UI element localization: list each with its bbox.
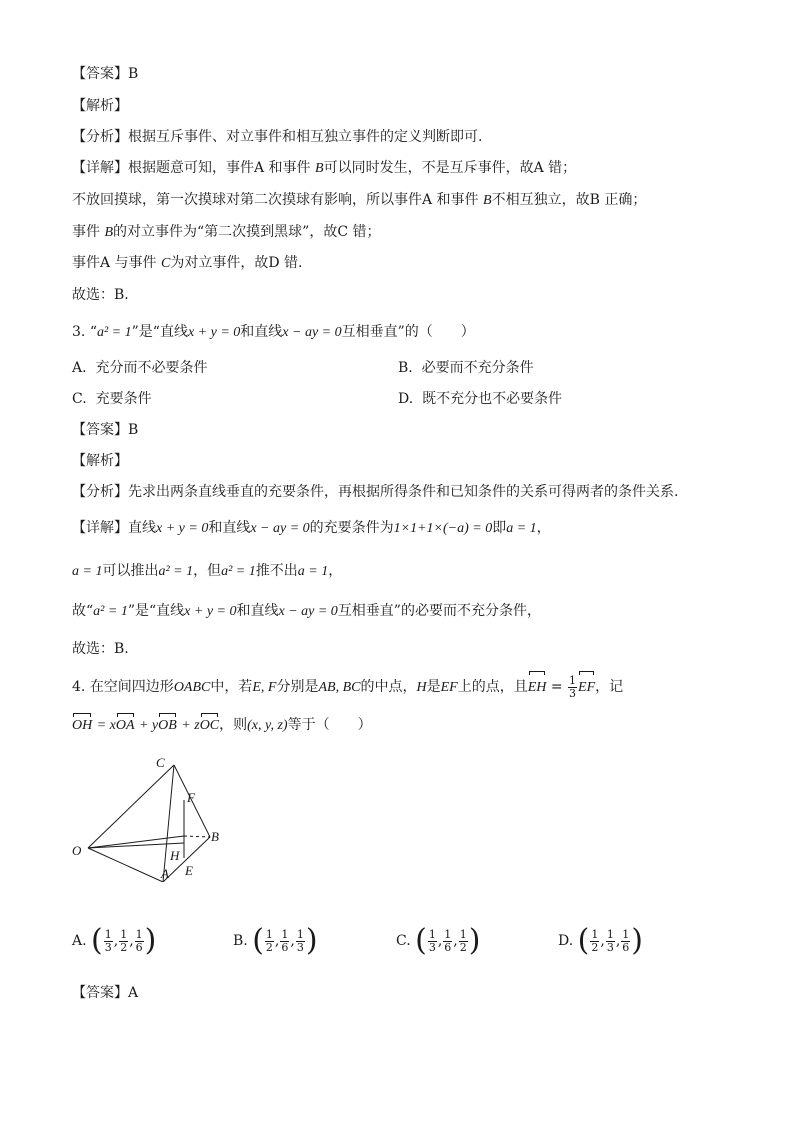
segment-oh2 [88,836,184,848]
text: 和直线 [208,520,251,536]
text: 互相垂直”的（ ） [341,324,475,340]
q2-fenxi [72,127,482,147]
q3-option-c[interactable] [72,389,152,409]
frac-num: 1 [104,927,112,941]
text: 故选：B. [72,641,129,657]
math: x + y = 0 [156,521,209,536]
frac-den: 3 [104,940,112,954]
answer-value: B [128,66,139,82]
text: ， [536,520,551,536]
label-c: C [156,755,165,770]
q4-option-c[interactable]: C. ( $\frac{1}{3}$ , $\frac{1}{6}$ , $\frac{1}{2}$ ) [396,923,481,958]
text: ， [328,563,343,579]
fenxi-tag: 【分析】 [72,129,128,145]
label-b: B [211,829,219,844]
q2-answer [72,64,138,84]
text: 和直线 [236,603,279,619]
option-text: 充要条件 [95,391,152,407]
answer-value: A [128,985,139,1001]
detail-tag: 【详解】 [72,520,128,536]
text: 为对立事件，故D 错. [170,255,303,271]
question-number: 3. [72,324,86,340]
q4-answer [72,983,138,1003]
q2-detail-4 [72,253,302,274]
frac-num: 1 [428,927,436,941]
text: 的对立事件为“第二次摸到黑球”，故C 错； [113,224,381,240]
math: + y [138,718,159,733]
text: 推不出 [255,563,298,579]
math: + z [181,718,200,733]
vector-oa: OA [116,716,135,736]
option-letter: D. [558,933,574,949]
text: 等于（ ） [287,717,372,733]
frac-den: 6 [444,940,452,954]
answer-value: B [128,422,139,438]
text: 即 [492,520,507,536]
q3-analysis-tag [72,451,128,471]
q3-fenxi [72,482,678,502]
math-var: B [315,161,324,176]
text: 故“ [72,603,94,619]
frac-num: 1 [606,927,614,941]
math-var: B [483,193,492,208]
math: x + y = 0 [184,604,237,619]
frac-den: 3 [296,940,304,954]
q3-answer [72,420,138,440]
q4-option-b[interactable]: B. ( $\frac{1}{2}$ , $\frac{1}{6}$ , $\frac{1}{3}$ ) [233,923,318,958]
frac-den: 6 [622,940,630,954]
hidden-edge-ob [184,836,210,837]
q2-detail-2 [72,190,646,211]
math: H [416,680,427,695]
edge-ca [163,765,174,882]
text: = [550,679,563,695]
text: 和直线 [240,324,283,340]
q2-choose [72,285,129,305]
math: AB, BC [318,680,361,695]
frac-den: 6 [135,940,143,954]
q4-stem-1 [72,673,623,702]
math: a² = 1 [96,325,132,340]
math: x − ay = 0 [278,604,338,619]
frac-den: 6 [281,940,289,954]
text: 的充要条件为 [309,520,394,536]
option-letter: D. [398,391,414,407]
vector-oc: OC [200,716,219,736]
math-var: C [161,256,171,271]
q3-choose [72,639,129,659]
option-letter: C. [72,391,87,407]
text: “ [89,324,97,340]
math: a² = 1 [221,564,256,579]
math: EF [440,680,458,695]
tetrahedron-figure [66,752,236,882]
frac-den: 2 [265,940,273,954]
math: x + y = 0 [187,325,241,340]
text: 故选：B. [72,287,129,303]
vector-ef: EF [578,674,595,702]
edge-oc [88,765,174,848]
text: 根据题意可知，事件A 和事件 [128,160,311,176]
fenxi-text: 先求出两条直线垂直的充要条件，再根据所得条件和已知条件的关系可得两者的条件关系. [128,484,679,500]
text: 上的点，且 [457,679,528,695]
edge-oa [88,848,163,882]
frac-num: 1 [281,927,289,941]
q3-option-d[interactable] [398,389,562,409]
option-text: 充分而不必要条件 [95,360,208,376]
frac-num: 1 [120,927,128,941]
text: 互相垂直”的必要而不充分条件， [337,603,541,619]
vector-ob: OB [158,716,177,736]
text: 可以推出 [102,563,159,579]
option-letter: B. [233,933,248,949]
text: 在空间四边形 [89,679,174,695]
q2-analysis-tag [72,96,128,116]
answer-tag: 【答案】 [72,985,128,1001]
text: 不放回摸球，第一次摸球对第二次摸球有影响，所以事件A 和事件 [72,192,479,208]
label-o: O [72,843,82,858]
math: x − ay = 0 [250,521,310,536]
q3-option-b[interactable] [398,358,534,378]
label-f: F [187,790,195,805]
math: a² = 1 [93,604,128,619]
q3-detail-3 [72,601,541,622]
frac-den: 2 [120,940,128,954]
q4-option-d[interactable]: D. ( $\frac{1}{2}$ , $\frac{1}{3}$ , $\frac{1}{6}$ ) [558,923,643,958]
frac-num: 1 [622,927,630,941]
label-e: E [185,863,193,878]
detail-tag: 【详解】 [72,160,128,176]
vector-oh: OH [72,716,92,736]
frac-num: 1 [296,927,304,941]
frac-num: 1 [265,927,273,941]
text: 是 [426,679,441,695]
fraction-one-third [568,675,577,700]
text: ，记 [595,679,624,695]
q3-detail-2 [72,561,342,582]
frac-num: 1 [569,673,577,687]
question-number: 4. [72,679,86,695]
math: E, F [252,680,277,695]
label-h: H [170,848,180,863]
math: x − ay = 0 [282,325,342,340]
frac-den: 3 [428,940,436,954]
analysis-tag: 【解析】 [72,98,128,114]
frac-num: 1 [591,927,599,941]
math: a² = 1 [158,564,194,579]
text: 可以同时发生，不是互斥事件，故A 错； [323,160,577,176]
text: 事件A 与事件 [72,255,157,271]
frac-den: 3 [606,940,614,954]
frac-num: 1 [444,927,452,941]
text: ”是“直线 [127,603,185,619]
frac-den: 2 [591,940,599,954]
q3-stem [72,322,475,343]
math: a = 1 [72,564,103,579]
option-letter: C. [396,933,411,949]
math-var: B [104,225,114,240]
text: 事件 [72,224,100,240]
option-letter: B. [398,360,413,376]
option-letter: A. [72,933,87,949]
frac-den: 3 [569,686,577,700]
text: ”是“直线 [131,324,188,340]
text: 中，若 [210,679,253,695]
option-text: 既不充分也不必要条件 [422,391,563,407]
frac-num: 1 [135,927,143,941]
q2-detail-1 [72,158,576,179]
q4-stem-2 [72,715,372,736]
option-text: 必要而不充分条件 [421,360,534,376]
q3-option-a[interactable] [72,358,207,378]
text: ，则 [219,717,248,733]
frac-num: 1 [459,927,467,941]
frac-den: 2 [459,940,467,954]
text: 分别是 [276,679,319,695]
fenxi-tag: 【分析】 [72,484,128,500]
math: = x [96,718,116,733]
text: 不相互独立，故B 正确； [491,192,647,208]
text: ，但 [193,563,222,579]
q2-detail-3 [72,222,381,243]
math: (x, y, z) [247,718,288,733]
option-letter: A. [72,360,87,376]
answer-tag: 【答案】 [72,422,128,438]
math: 1×1+1×(−a) = 0 [393,521,493,536]
answer-tag: 【答案】 [72,66,128,82]
text: 直线 [128,520,156,536]
q4-option-a[interactable]: A. ( $\frac{1}{3}$ , $\frac{1}{2}$ , $\frac{1}{6}$ ) [72,923,157,958]
math: OABC [173,680,211,695]
vector-eh: EH [528,674,547,702]
fenxi-text: 根据互斥事件、对立事件和相互独立事件的定义判断即可. [128,129,483,145]
q3-detail-1 [72,518,551,539]
math: a = 1 [506,521,537,536]
text: 的中点， [360,679,417,695]
label-a: A [161,866,169,881]
math: a = 1 [297,564,329,579]
analysis-tag: 【解析】 [72,453,128,469]
